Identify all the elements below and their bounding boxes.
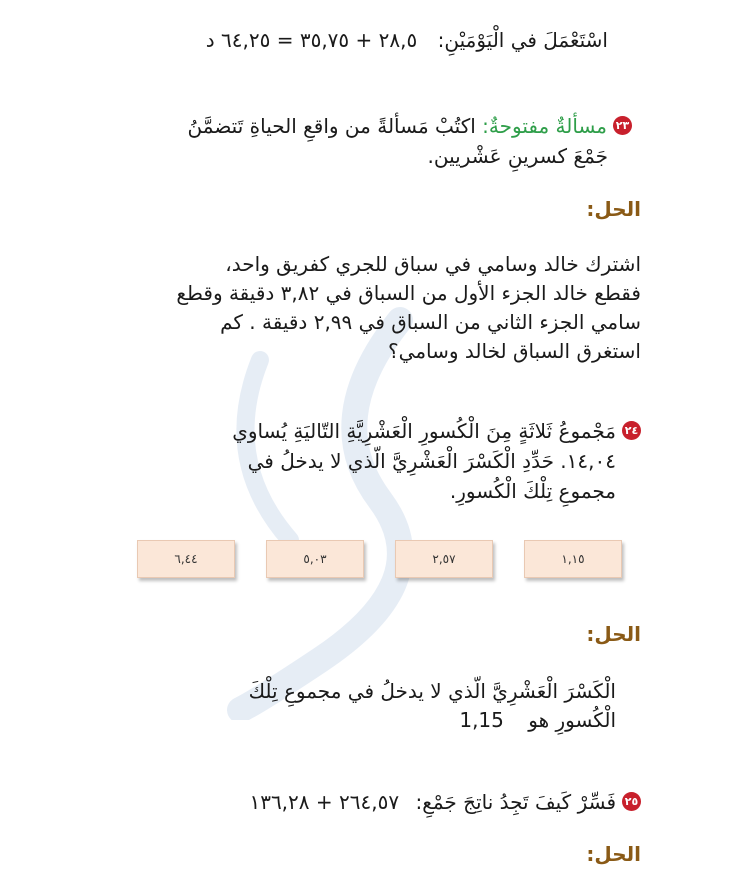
top-equation: ٢٨,٥ + ٣٥,٧٥ = ٦٤,٢٥ د: [205, 28, 418, 52]
solution-heading-1: الحل:: [586, 197, 641, 221]
question-25-text: فَسِّرْ كَيفَ تَجِدُ ناتِجَ جَمْعِ:: [415, 790, 616, 814]
top-equation-prefix: اسْتَعْمَلَ في الْيَوْمَيْنِ:: [437, 28, 608, 52]
option-card-1[interactable]: ١,١٥: [524, 540, 622, 578]
question-24-line1: [232, 417, 641, 445]
option-card-3[interactable]: ٥,٠٣: [266, 540, 364, 578]
question-23-text-line1: اكتُبْ مَسألةً من واقعِ الحياةِ تَتضمَّنُ: [187, 114, 476, 138]
solution-1-line-3: سامي الجزء الثاني من السباق في ٢,٩٩ دقيقة . كم: [220, 310, 641, 334]
question-23-line2: [428, 142, 608, 170]
question-23-line1: [188, 112, 632, 140]
solution-1-line-4: استغرق السباق لخالد وسامي؟: [388, 339, 641, 363]
option-card-2[interactable]: ٢,٥٧: [395, 540, 493, 578]
solution-2-answer-prefix: الْكُسورِ هو: [528, 708, 616, 732]
solution-heading-2: الحل:: [586, 622, 641, 646]
solution-2-line-1: الْكَسْرَ الْعَشْرِيَّ الّذي لا يدخلُ في مجموعِ تِلْكَ: [248, 679, 616, 703]
question-24-line3: مجموعِ تِلْكَ الْكُسورِ.: [449, 479, 616, 503]
option-card-4[interactable]: ٦,٤٤: [137, 540, 235, 578]
question-24-text-line1: مَجْموعُ ثَلاثَةٍ مِنَ الْكُسورِ الْعَشْرِيَّةِ التّاليَةِ يُساوي: [232, 419, 616, 443]
solution-2-answer-value: 1,15: [459, 708, 504, 732]
solution-heading-3: الحل:: [586, 842, 641, 866]
top-equation-line: [206, 26, 608, 54]
question-24-line2: ١٤,٠٤. حَدِّدِ الْكَسْرَ الْعَشْرِيَّ الّذي لا يدخلُ في: [247, 449, 616, 473]
question-25-equation: ٢٦٤,٥٧ + ١٣٦,٢٨: [249, 790, 400, 814]
question-25-line: [249, 788, 641, 816]
solution-2-line-2: [459, 706, 616, 734]
solution-1-line-1: اشترك خالد وسامي في سباق للجري كفريق واحد،: [225, 252, 641, 276]
question-23-text-line2: جَمْعَ كسرينِ عَشْريين.: [427, 144, 608, 168]
question-24-number-badge: ٢٤: [622, 421, 641, 440]
question-25-number-badge: ٢٥: [622, 792, 641, 811]
question-23-number-badge: ٢٣: [613, 116, 632, 135]
solution-1-line-2: فقطع خالد الجزء الأول من السباق في ٣,٨٢ دقيقة وقطع: [176, 281, 641, 305]
open-problem-label: مسألةٌ مفتوحةٌ:: [482, 114, 607, 138]
